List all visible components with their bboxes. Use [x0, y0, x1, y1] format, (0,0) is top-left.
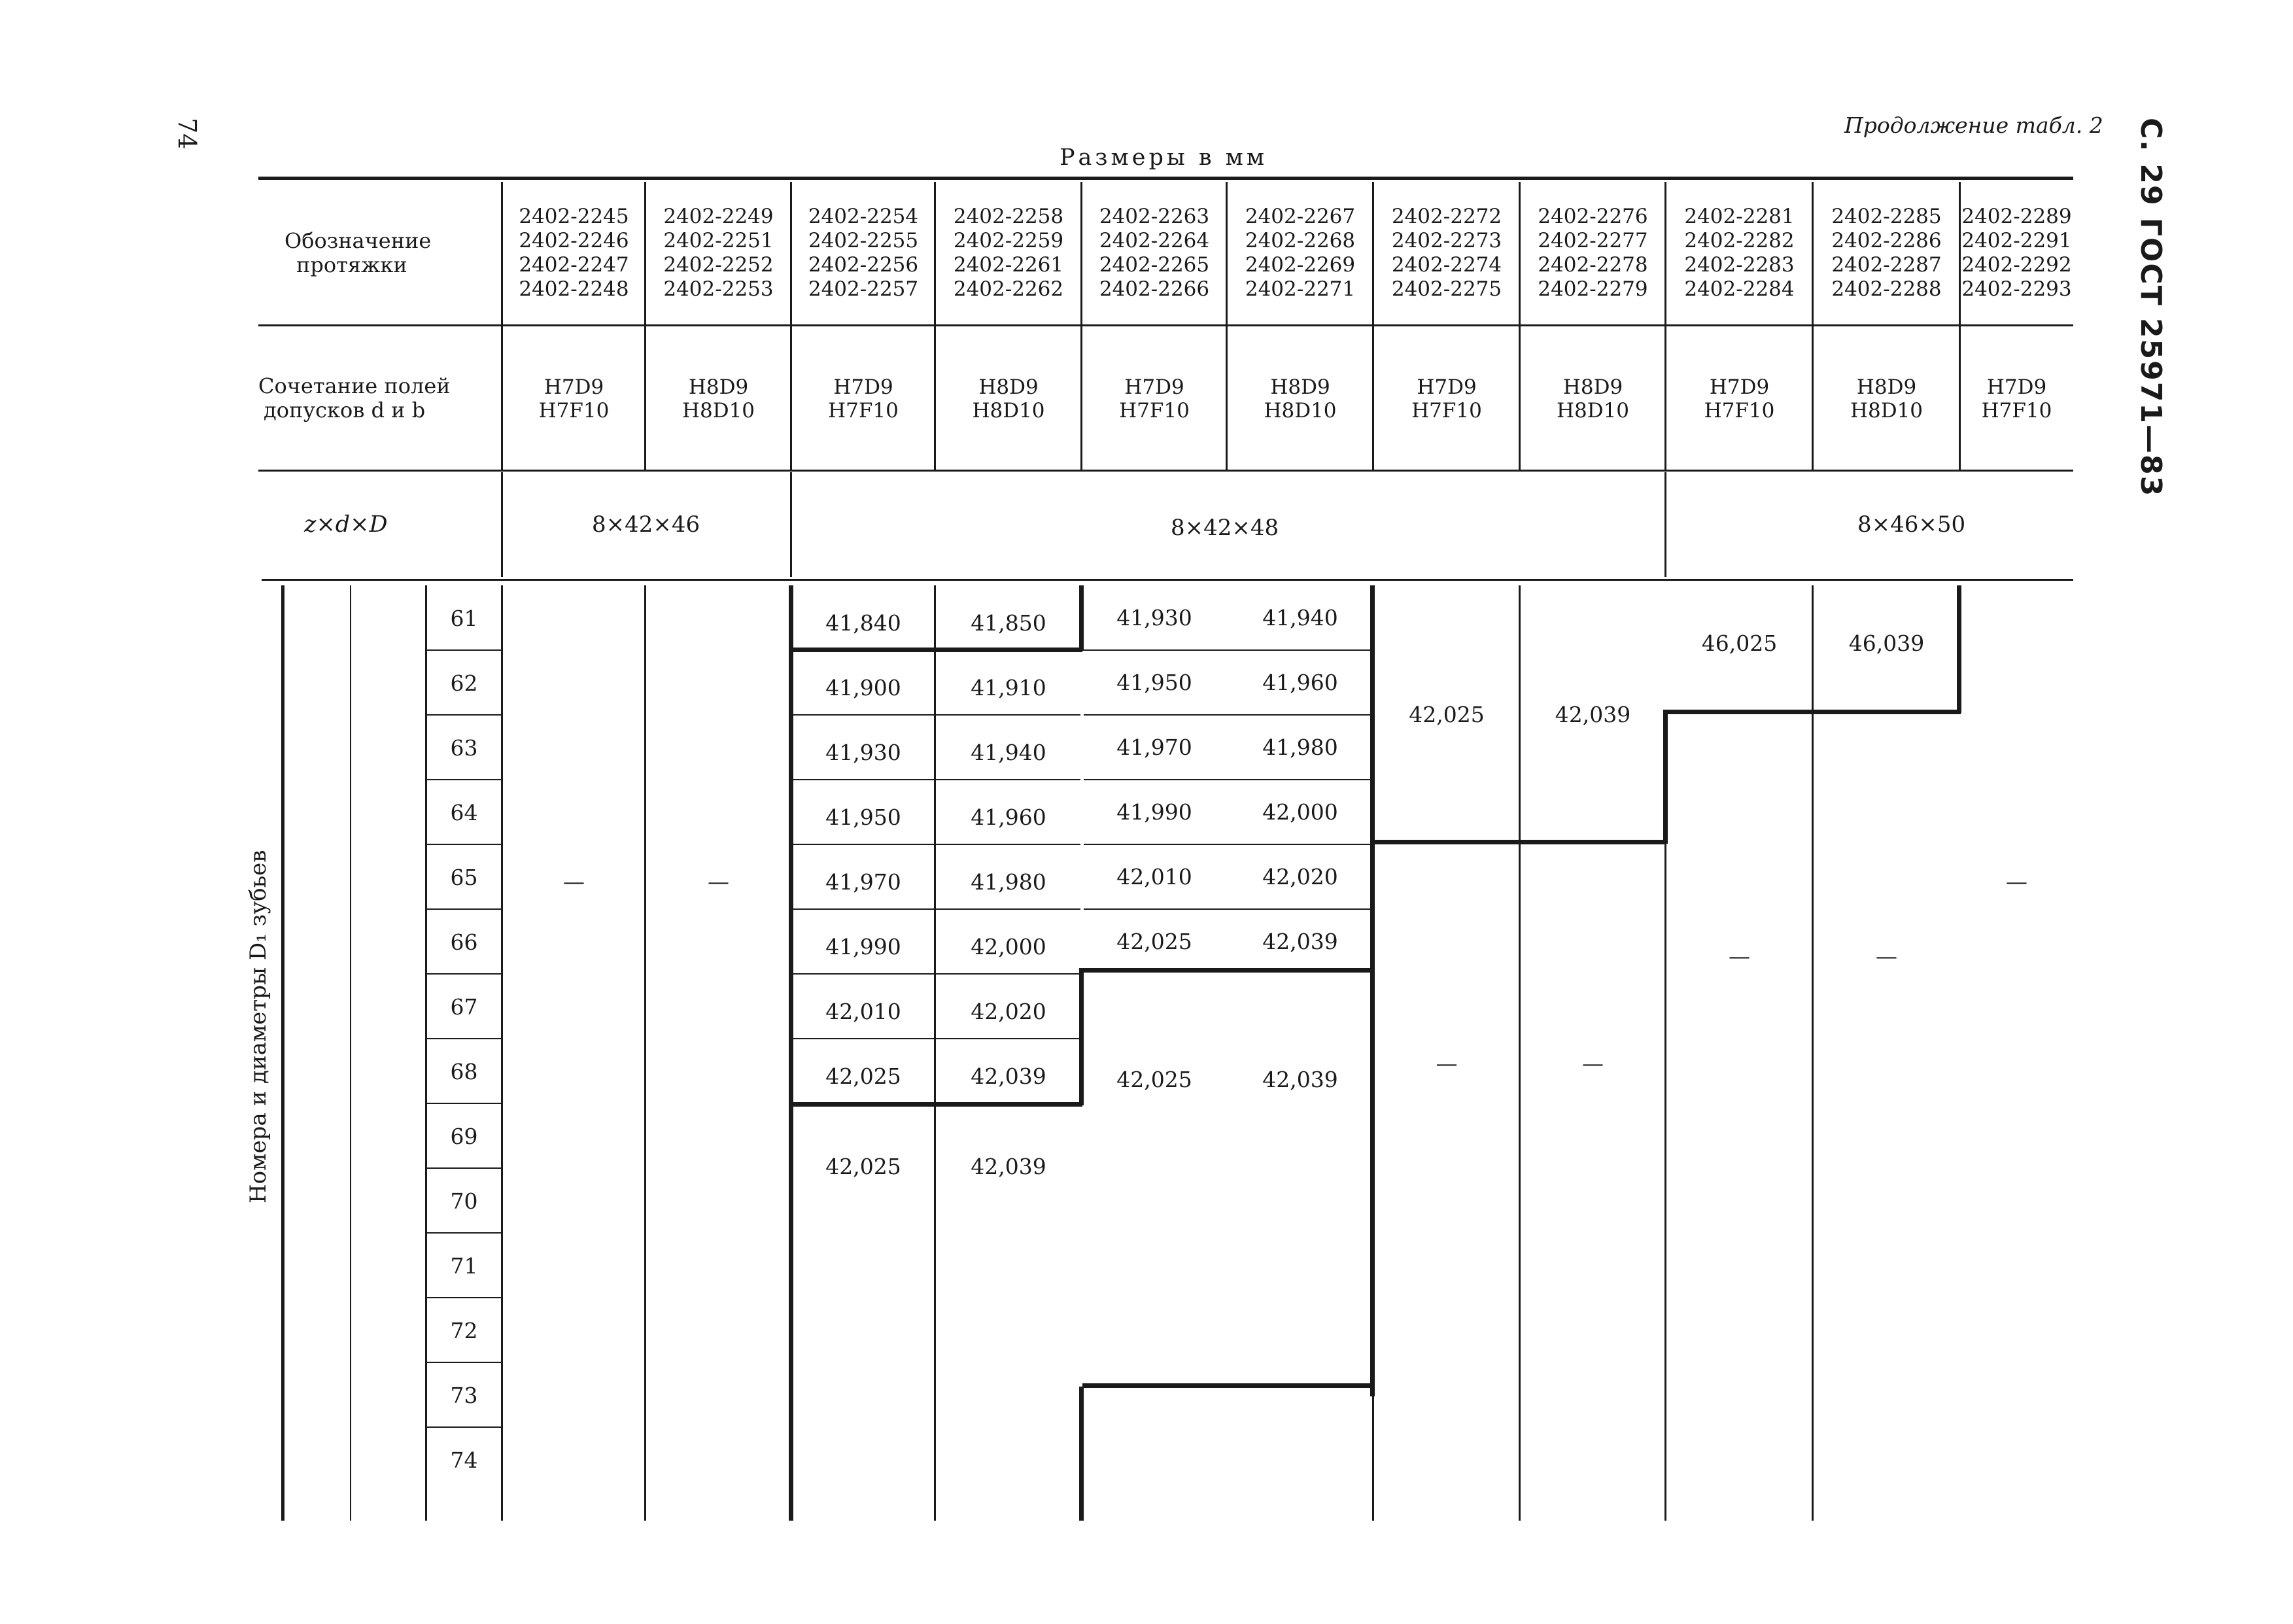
- tooth-number: 64: [450, 800, 478, 825]
- value-cell: 42,000: [1262, 799, 1338, 825]
- broach-code: 2402-2268: [1245, 229, 1356, 252]
- teeth-col-left: [425, 585, 427, 1521]
- tooth-row-rule: [427, 714, 501, 716]
- fit-combo: [1373, 375, 1520, 423]
- page-number: 74: [173, 118, 201, 150]
- broach-code: 2402-2283: [1684, 253, 1795, 277]
- size-8x42x46: 8×42×46: [592, 511, 700, 538]
- broach-code: 2402-2286: [1831, 229, 1942, 252]
- broach-code: 2402-2265: [1099, 253, 1210, 277]
- tooth-row-rule: [427, 844, 501, 845]
- fit-value: H7D9: [1417, 375, 1477, 399]
- broach-code: 2402-2278: [1538, 253, 1648, 277]
- broach-code: 2402-2246: [519, 229, 629, 252]
- broach-code: 2402-2274: [1391, 253, 1502, 277]
- value-cell: 42,025: [1409, 702, 1485, 727]
- value-cell: 41,950: [1116, 669, 1192, 695]
- fit-combo: [1082, 375, 1227, 423]
- broach-code: 2402-2257: [808, 277, 919, 301]
- step-vertical: [1663, 710, 1668, 844]
- fit-value: H8D10: [1556, 399, 1630, 423]
- standard-label: С. 29 ГОСТ 25971—83: [2134, 118, 2167, 498]
- tooth-number: 71: [450, 1253, 478, 1279]
- value-cell: —: [1876, 943, 1897, 969]
- fit-combo: [1960, 375, 2073, 423]
- broach-code: 2402-2267: [1245, 205, 1356, 228]
- broach-code: 2402-2269: [1245, 253, 1356, 277]
- value-row-rule: [1084, 649, 1371, 651]
- value-cell: 41,960: [1262, 669, 1338, 695]
- fit-combo: [502, 375, 646, 423]
- value-cell: 41,910: [971, 674, 1046, 700]
- fit-value: H7D9: [1986, 375, 2047, 399]
- tooth-row-rule: [427, 973, 501, 975]
- fit-value: H7D9: [833, 375, 893, 399]
- broach-code: 2402-2264: [1099, 229, 1210, 252]
- broach-code: 2402-2271: [1245, 277, 1356, 301]
- broach-code: 2402-2253: [663, 277, 774, 301]
- value-cell: 41,970: [1116, 734, 1192, 760]
- sizes-sep: [501, 472, 503, 577]
- col-sep: [934, 585, 936, 1521]
- value-cell: 42,025: [825, 1154, 901, 1179]
- size-8x42x48: 8×42×48: [1171, 515, 1279, 541]
- value-cell: 42,025: [1116, 1067, 1192, 1092]
- tooth-row-rule: [427, 649, 501, 651]
- tooth-number: 65: [450, 865, 478, 890]
- broach-code: 2402-2285: [1831, 205, 1942, 228]
- value-row-rule: [793, 844, 1080, 845]
- fit-value: H8D9: [978, 375, 1039, 399]
- value-cell: 41,980: [971, 869, 1046, 895]
- value-cell: 46,025: [1701, 631, 1778, 656]
- value-cell: 41,970: [825, 869, 901, 895]
- value-cell: 42,000: [971, 933, 1046, 959]
- value-cell: 41,940: [971, 739, 1046, 765]
- value-cell: 42,039: [1555, 702, 1631, 727]
- tooth-row-rule: [427, 1038, 501, 1039]
- fit-value: H8D9: [1562, 375, 1623, 399]
- value-row-rule: [793, 714, 1080, 716]
- broach-code: 2402-2251: [663, 229, 774, 252]
- designation-label: Обозначение протяжки: [284, 228, 432, 277]
- broach-code: 2402-2293: [1961, 277, 2072, 301]
- tooth-number: 69: [450, 1124, 478, 1149]
- broach-code: 2402-2255: [808, 229, 919, 252]
- size-8x46x50: 8×46×50: [1857, 511, 1966, 538]
- fit-value: H8D10: [1850, 399, 1923, 423]
- tooth-row-rule: [427, 1167, 501, 1169]
- body-inner-rule: [350, 585, 351, 1521]
- broach-code: 2402-2282: [1684, 229, 1795, 252]
- fit-combo: [1666, 375, 1813, 423]
- tooth-row-rule: [427, 1103, 501, 1104]
- sizes-sep: [1664, 472, 1666, 577]
- broach-code: 2402-2284: [1684, 277, 1795, 301]
- broach-code: 2402-2275: [1391, 277, 1502, 301]
- broach-code: 2402-2254: [808, 205, 919, 228]
- fit-value: H7D9: [1709, 375, 1770, 399]
- value-cell: 41,980: [1262, 734, 1338, 760]
- broach-code: 2402-2281: [1684, 205, 1795, 228]
- value-cell: 42,020: [971, 998, 1046, 1024]
- broach-code: 2402-2287: [1831, 253, 1942, 277]
- broach-code: 2402-2272: [1391, 205, 1502, 228]
- value-cell: 41,930: [825, 739, 901, 765]
- units-caption: Размеры в мм: [1060, 145, 1268, 171]
- broach-code: 2402-2273: [1391, 229, 1502, 252]
- broach-code: 2402-2291: [1961, 229, 2072, 252]
- value-row-rule: [793, 908, 1080, 910]
- broach-code: 2402-2249: [663, 205, 774, 228]
- fit-value: H8D9: [688, 375, 749, 399]
- broach-code: 2402-2289: [1961, 205, 2072, 228]
- fit-value: H7F10: [1119, 399, 1190, 423]
- value-cell: 41,930: [1116, 604, 1192, 631]
- value-cell: 42,025: [1116, 928, 1192, 954]
- rule-after-sizes: [262, 579, 2073, 581]
- value-cell: 41,900: [825, 674, 901, 700]
- value-cell: 41,960: [971, 804, 1046, 830]
- value-cell: 46,039: [1848, 631, 1925, 656]
- value-cell: —: [1582, 1050, 1604, 1076]
- fit-combo: [1520, 375, 1666, 423]
- value-row-rule: [1084, 844, 1371, 845]
- value-row-rule: [1084, 908, 1371, 910]
- value-cell: —: [2006, 869, 2027, 894]
- tooth-number: 74: [450, 1447, 478, 1473]
- broach-code: 2402-2288: [1831, 277, 1942, 301]
- rule-after-designation: [258, 324, 2073, 326]
- value-row-rule: [793, 973, 1080, 975]
- step-vertical: [1079, 1387, 1084, 1521]
- tooth-row-rule: [427, 1362, 501, 1363]
- broach-codes: [646, 205, 791, 302]
- broach-codes: [1227, 205, 1373, 302]
- broach-code: 2402-2258: [953, 205, 1064, 228]
- broach-code: 2402-2252: [663, 253, 774, 277]
- broach-code: 2402-2256: [808, 253, 919, 277]
- teeth-label: Номера и диаметры D₁ зубьев: [245, 850, 271, 1203]
- value-cell: 42,039: [971, 1063, 1046, 1089]
- tooth-row-rule: [427, 1297, 501, 1298]
- broach-codes: [1960, 205, 2073, 302]
- fit-value: H8D10: [1264, 399, 1337, 423]
- fit-value: H8D10: [972, 399, 1045, 423]
- value-cell: 42,039: [1262, 928, 1338, 954]
- broach-code: 2402-2266: [1099, 277, 1210, 301]
- broach-code: 2402-2263: [1099, 205, 1210, 228]
- broach-codes: [1813, 205, 1960, 302]
- teeth-col-right: [501, 585, 503, 1521]
- fit-value: H8D9: [1856, 375, 1917, 399]
- fit-value: H7F10: [828, 399, 899, 423]
- fit-value: H7F10: [1704, 399, 1775, 423]
- value-cell: 42,020: [1262, 863, 1338, 890]
- value-row-rule: [1084, 714, 1371, 716]
- fit-value: H7F10: [1981, 399, 2052, 423]
- broach-code: 2402-2262: [953, 277, 1064, 301]
- broach-codes: [1666, 205, 1813, 302]
- step-horizontal: [1082, 968, 1373, 973]
- broach-code: 2402-2247: [519, 253, 629, 277]
- tooth-number: 67: [450, 994, 478, 1020]
- tooth-number: 68: [450, 1059, 478, 1084]
- broach-codes: [935, 205, 1082, 302]
- value-cell: 41,940: [1262, 604, 1338, 631]
- value-row-rule: [793, 779, 1080, 780]
- tooth-number: 70: [450, 1188, 478, 1214]
- value-row-rule: [1084, 779, 1371, 780]
- broach-code: 2402-2261: [953, 253, 1064, 277]
- broach-codes: [1082, 205, 1227, 302]
- table-top-rule: [258, 177, 2073, 180]
- value-cell: —: [1729, 943, 1750, 969]
- value-cell: 41,840: [825, 610, 901, 636]
- fit-combo: [935, 375, 1082, 423]
- broach-code: 2402-2279: [1538, 277, 1648, 301]
- tooth-number: 73: [450, 1383, 478, 1408]
- value-cell: 41,990: [1116, 799, 1192, 825]
- broach-codes: [502, 205, 646, 302]
- fit-combo: [791, 375, 935, 423]
- value-cell: 42,010: [1116, 863, 1192, 890]
- broach-code: 2402-2277: [1538, 229, 1648, 252]
- value-row-rule: [793, 1038, 1080, 1039]
- value-cell: —: [563, 869, 585, 894]
- tooth-number: 72: [450, 1318, 478, 1343]
- step-horizontal: [791, 1102, 1082, 1107]
- fit-value: H7D9: [543, 375, 604, 399]
- step-horizontal: [1082, 1383, 1373, 1388]
- body-left-rule: [281, 585, 284, 1521]
- broach-codes: [1373, 205, 1520, 302]
- value-cell: 42,039: [971, 1154, 1046, 1179]
- value-cell: —: [1436, 1050, 1458, 1076]
- step-horizontal: [1666, 710, 1961, 714]
- tooth-row-rule: [427, 1232, 501, 1234]
- broach-code: 2402-2245: [519, 205, 629, 228]
- value-cell: 41,850: [971, 610, 1046, 636]
- continuation-caption: Продолжение табл. 2: [1844, 112, 2103, 138]
- tooth-row-rule: [427, 908, 501, 910]
- step-horizontal: [791, 648, 1082, 652]
- broach-code: 2402-2248: [519, 277, 629, 301]
- tooth-row-rule: [427, 779, 501, 780]
- value-cell: —: [708, 869, 729, 894]
- fit-combo: [1813, 375, 1960, 423]
- fit-value: H8D10: [681, 399, 755, 423]
- broach-code: 2402-2259: [953, 229, 1064, 252]
- value-cell: 42,025: [825, 1063, 901, 1089]
- broach-codes: [1520, 205, 1666, 302]
- broach-code: 2402-2276: [1538, 205, 1648, 228]
- tooth-number: 66: [450, 929, 478, 955]
- broach-codes: [791, 205, 935, 302]
- fit-value: H7F10: [1411, 399, 1482, 423]
- fit-combo: [1227, 375, 1373, 423]
- col-sep: [644, 585, 646, 1521]
- value-cell: 42,010: [825, 998, 901, 1024]
- fit-value: H8D9: [1270, 375, 1330, 399]
- col-sep: [1812, 585, 1814, 1521]
- value-cell: 41,990: [825, 933, 901, 959]
- col-sep-bold: [789, 585, 793, 1521]
- tooth-row-rule: [427, 1426, 501, 1428]
- fits-label: Сочетание полей допусков d и b: [258, 373, 451, 423]
- tooth-number: 61: [450, 606, 478, 631]
- value-cell: 42,039: [1262, 1067, 1338, 1092]
- tooth-number: 63: [450, 735, 478, 761]
- broach-code: 2402-2292: [1961, 253, 2072, 277]
- fit-value: H7F10: [538, 399, 610, 423]
- tooth-number: 62: [450, 670, 478, 696]
- fit-value: H7D9: [1124, 375, 1184, 399]
- fit-combo: [646, 375, 791, 423]
- zdD-label: z×d×D: [304, 511, 388, 538]
- rule-after-fits: [258, 470, 2073, 472]
- step-horizontal: [1373, 840, 1666, 844]
- sizes-sep: [790, 472, 792, 577]
- value-cell: 41,950: [825, 804, 901, 830]
